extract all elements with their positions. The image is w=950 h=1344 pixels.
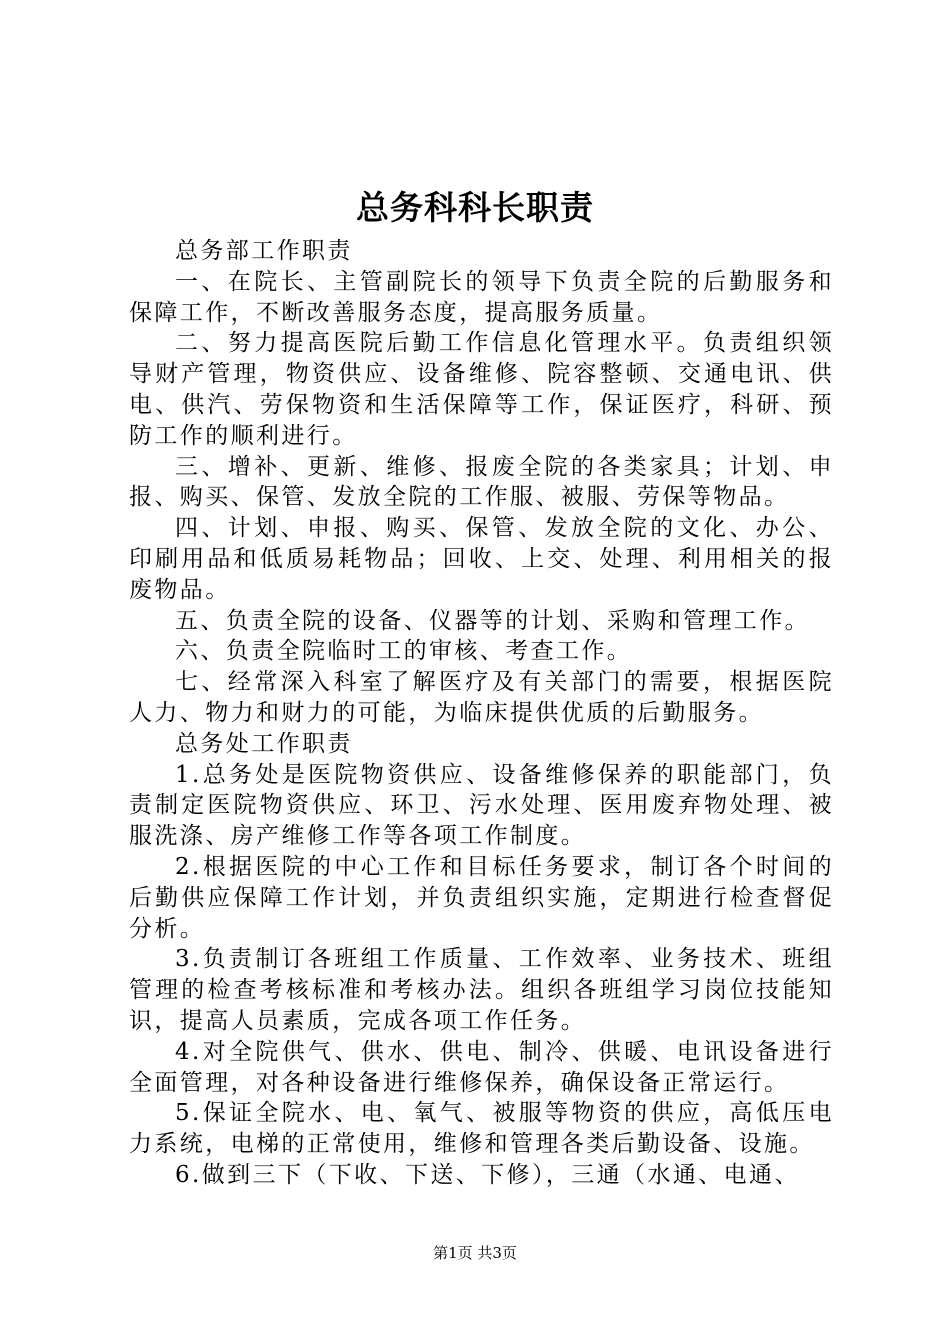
paragraph: 1.总务处是医院物资供应、设备维修保养的职能部门，负责制定医院物资供应、环卫、污水处理、医用废弃物处理、被服洗涤、房产维修工作等各项工作制度。 bbox=[129, 761, 834, 850]
paragraph: 二、努力提高医院后勤工作信息化管理水平。负责组织领导财产管理，物资供应、设备维修、院容整顿、交通电讯、供电、供汽、劳保物资和生活保障等工作，保证医疗，科研、预防工作的顺利进行。 bbox=[129, 330, 834, 449]
paragraph: 四、计划、申报、购买、保管、发放全院的文化、办公、印刷用品和低质易耗物品；回收、上交、处理、利用相关的报废物品。 bbox=[129, 515, 834, 603]
paragraph: 2.根据医院的中心工作和目标任务要求，制订各个时间的后勤供应保障工作计划，并负责组织实施，定期进行检查督促分析。 bbox=[129, 853, 834, 942]
document-title: 总务科科长职责 bbox=[356, 188, 594, 227]
paragraph: 五、负责全院的设备、仪器等的计划、采购和管理工作。 bbox=[175, 607, 810, 634]
paragraph: 3.负责制订各班组工作质量、工作效率、业务技术、班组管理的检查考核标准和考核办法。组织各班组学习岗位技能知识，提高人员素质，完成各项工作任务。 bbox=[129, 946, 834, 1034]
paragraph: 六、负责全院临时工的审核、考查工作。 bbox=[175, 638, 633, 665]
section-heading: 总务处工作职责 bbox=[175, 730, 353, 757]
paragraph: 4.对全院供气、供水、供电、制冷、供暖、电讯设备进行全面管理，对各种设备进行维修保养，确保设备正常运行。 bbox=[129, 1038, 834, 1096]
document-body bbox=[129, 236, 834, 1191]
page-footer: 第1页 共3页 bbox=[433, 1244, 517, 1262]
section-heading: 总务部工作职责 bbox=[175, 238, 353, 264]
paragraph: 6.做到三下（下收、下送、下修），三通（水通、电通、 bbox=[175, 1161, 800, 1188]
paragraph: 一、在院长、主管副院长的领导下负责全院的后勤服务和保障工作，不断改善服务态度，提高服务质量。 bbox=[129, 268, 834, 326]
paragraph: 三、增补、更新、维修、报废全院的各类家具；计划、申报、购买、保管、发放全院的工作服、被服、劳保等物品。 bbox=[129, 453, 834, 511]
paragraph: 七、经常深入科室了解医疗及有关部门的需要，根据医院人力、物力和财力的可能，为临床提供优质的后勤服务。 bbox=[129, 669, 834, 726]
paragraph: 5.保证全院水、电、氧气、被服等物资的供应，高低压电力系统，电梯的正常使用，维修和管理各类后勤设备、设施。 bbox=[129, 1100, 834, 1158]
